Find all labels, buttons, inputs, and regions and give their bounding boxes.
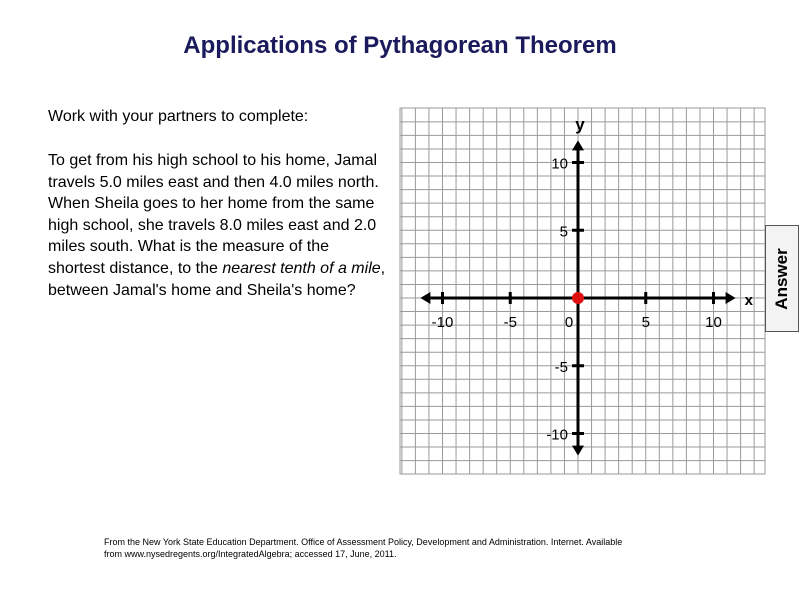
y-tick-label: 10: [551, 155, 568, 173]
answer-button[interactable]: [765, 225, 799, 332]
source-citation: From the New York State Education Department. Office of Assessment Policy, Development and Administration. Internet. Available from www.nysedregents.org/IntegratedAlgebra; accessed 17, June, 2011.: [104, 537, 623, 559]
x-tick-label: -10: [431, 314, 454, 331]
answer-button-label: Answer: [772, 247, 791, 310]
y-tick-label: -10: [546, 426, 568, 444]
x-tick-label: 5: [641, 314, 650, 331]
y-axis-label: y: [575, 115, 585, 134]
problem-emphasis: nearest tenth of a mile: [222, 259, 381, 277]
x-tick-label: 0: [564, 314, 574, 331]
instructions-text: Work with your partners to complete:: [48, 108, 309, 125]
page-title: Applications of Pythagorean Theorem: [183, 32, 617, 59]
problem-text-part2: , between Jamal's home and Sheila's home?: [48, 259, 386, 299]
y-tick-label: -5: [554, 358, 568, 376]
origin-point: [572, 292, 584, 304]
x-tick-label: -5: [503, 314, 517, 331]
x-tick-label: 10: [705, 314, 722, 331]
y-tick-label: 5: [559, 223, 568, 241]
x-axis-label: x: [744, 292, 753, 309]
problem-text-part1: To get from his high school to his home, Jamal travels 5.0 miles east and then 4.0 miles north. When Sheila goes to her home from the same high school, she travels 8.0 miles east and 2.0 miles south. What is the measure of the shortest distance, to the: [48, 152, 379, 277]
